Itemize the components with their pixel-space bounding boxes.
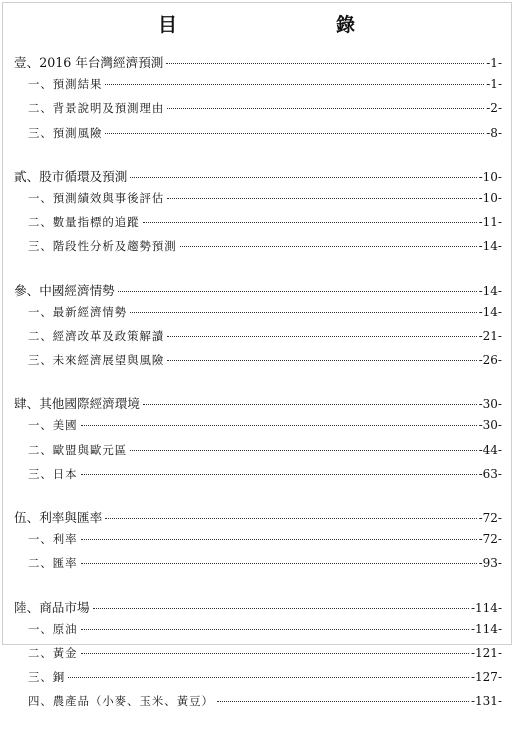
toc-section-entry-label: 三、預測風險 [28,125,103,140]
toc-section-entry-page-number: -14- [478,239,502,254]
toc-chapter-entry[interactable] [14,507,502,531]
toc-section-entry-label: 四、農產品（小麥、玉米、黃豆） [28,694,214,709]
page-title: 目 錄 [157,14,425,36]
toc-section-entry[interactable] [14,125,502,149]
dot-leader [167,360,476,361]
dot-leader [81,563,477,564]
dot-leader [167,108,484,109]
table-of-contents [14,52,502,735]
dot-leader [167,198,476,199]
toc-section-entry-label: 二、經濟改革及政策解讀 [28,328,165,343]
dot-leader [105,84,484,85]
toc-section-entry[interactable] [14,466,502,490]
toc-section-entry[interactable] [14,442,502,466]
toc-section-entry-page-number: -21- [478,328,502,343]
toc-section-entry[interactable] [14,76,502,100]
chapter-group [14,280,502,377]
toc-section-entry-label: 三、未來經濟展望與風險 [28,353,165,368]
dot-leader [105,518,476,519]
toc-section-entry-label: 三、階段性分析及趨勢預測 [28,239,177,254]
dot-leader [68,677,469,678]
toc-section-entry-page-number: -63- [478,466,502,481]
chapter-group [14,507,502,580]
chapter-group [14,393,502,490]
toc-section-entry-page-number: -10- [478,190,502,205]
dot-leader [130,450,476,451]
dot-leader [167,336,476,337]
toc-section-entry-label: 二、數量指標的追蹤 [28,215,140,230]
toc-section-entry-page-number: -2- [486,101,502,116]
dot-leader [81,474,477,475]
chapter-group [14,166,502,263]
dot-leader [166,63,484,64]
toc-section-entry[interactable] [14,555,502,579]
toc-section-entry[interactable] [14,190,502,214]
dot-leader [118,291,477,292]
toc-section-entry[interactable] [14,645,502,669]
toc-chapter-entry[interactable] [14,597,502,621]
toc-chapter-entry[interactable] [14,166,502,190]
toc-section-entry-label: 三、銅 [28,670,66,685]
toc-section-entry-page-number: -14- [478,304,502,319]
toc-chapter-entry[interactable] [14,52,502,76]
toc-section-entry-page-number: -114- [470,621,502,636]
dot-leader [81,629,469,630]
toc-section-entry-label: 一、預測績效與事後評估 [28,190,165,205]
toc-section-entry-label: 一、利率 [28,532,78,547]
toc-chapter-entry-page-number: -72- [478,511,502,525]
dot-leader [130,312,476,313]
toc-section-entry-page-number: -30- [478,418,502,433]
toc-section-entry-page-number: -121- [470,645,502,660]
dot-leader [180,246,477,247]
toc-chapter-entry-label: 參、中國經濟情勢 [14,282,115,298]
toc-section-entry-page-number: -127- [470,670,502,685]
toc-section-entry[interactable] [14,669,502,693]
chapter-group [14,52,502,149]
toc-chapter-entry-label: 肆、其他國際經濟環境 [14,396,140,412]
toc-section-entry-page-number: -1- [486,77,502,92]
toc-section-entry-page-number: -44- [478,442,502,457]
dot-leader [130,177,476,178]
toc-section-entry[interactable] [14,214,502,238]
toc-section-entry-page-number: -72- [478,532,502,547]
dot-leader [81,539,477,540]
toc-chapter-entry-page-number: -10- [478,169,502,184]
toc-section-entry-page-number: -93- [478,556,502,571]
toc-section-entry[interactable] [14,238,502,262]
toc-section-entry-page-number: -131- [470,694,502,709]
toc-chapter-entry-label: 伍、利率與匯率 [14,510,103,525]
toc-section-entry-label: 二、歐盟與歐元區 [28,442,128,457]
dot-leader [93,608,469,609]
toc-chapter-entry[interactable] [14,280,502,304]
toc-chapter-entry-label: 壹、2016 年台灣經濟預測 [14,55,164,70]
dot-leader [143,404,477,405]
toc-section-entry[interactable] [14,417,502,441]
toc-section-entry[interactable] [14,100,502,124]
toc-chapter-entry-label: 貳、股市循環及預測 [14,168,128,184]
toc-section-entry-label: 一、原油 [28,621,78,636]
toc-section-entry-page-number: -26- [478,353,502,368]
toc-section-entry[interactable] [14,304,502,328]
toc-section-entry-page-number: -11- [478,215,502,230]
toc-section-entry[interactable] [14,531,502,555]
toc-chapter-entry-page-number: -14- [478,283,502,298]
toc-section-entry-page-number: -8- [486,125,502,140]
toc-section-entry-label: 二、匯率 [28,556,78,571]
toc-section-entry[interactable] [14,621,502,645]
toc-section-entry-label: 一、美國 [28,418,78,433]
dot-leader [81,653,469,654]
toc-section-entry-label: 三、日本 [28,466,78,481]
chapter-group [14,597,502,718]
toc-section-entry[interactable] [14,693,502,717]
dot-leader [81,425,477,426]
toc-section-entry[interactable] [14,328,502,352]
dot-leader [143,222,477,223]
toc-chapter-entry[interactable] [14,393,502,417]
toc-chapter-entry-page-number: -114- [470,600,502,615]
toc-chapter-entry-label: 陸、商品市場 [14,599,90,615]
dot-leader [217,701,469,702]
toc-section-entry[interactable] [14,352,502,376]
toc-section-entry-label: 二、黃金 [28,645,78,660]
toc-section-entry-label: 二、背景說明及預測理由 [28,101,165,116]
toc-section-entry-label: 一、最新經濟情勢 [28,304,128,319]
dot-leader [105,133,484,134]
toc-section-entry-label: 一、預測結果 [28,77,103,92]
toc-chapter-entry-page-number: -1- [486,56,502,70]
toc-chapter-entry-page-number: -30- [478,397,502,412]
